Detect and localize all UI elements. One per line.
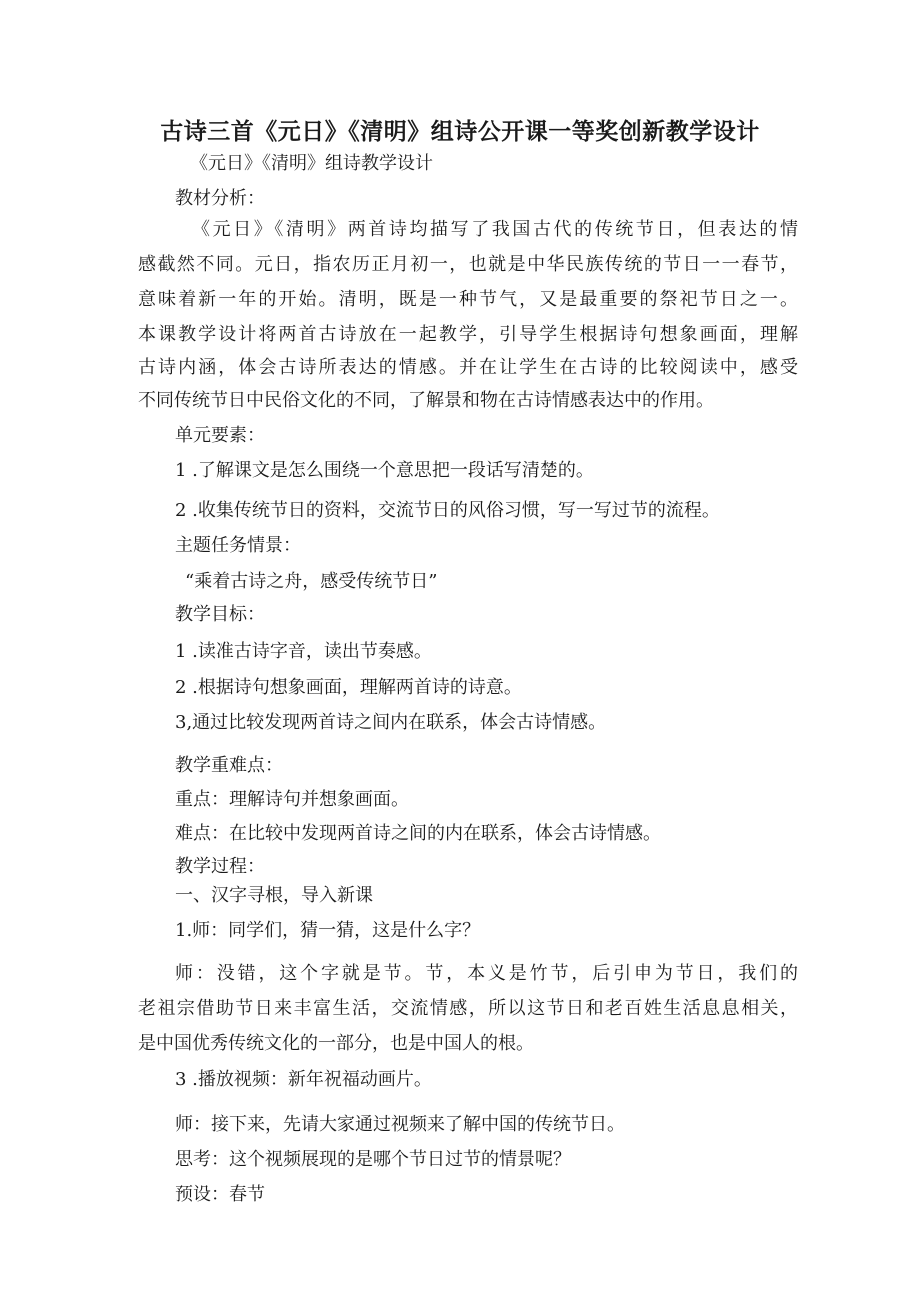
teacher-line: 师：接下来，先请大家通过视频来了解中国的传统节日。	[175, 1114, 625, 1135]
key-heading: 教学重难点：	[175, 755, 283, 776]
key-point: 重点：理解诗句并想象画面。	[175, 789, 409, 810]
goals-heading: 教学目标：	[175, 604, 265, 625]
material-line: 意味着新一年的开始。清明，既是一种节气，又是最重要的祭祀节日之一。	[138, 289, 798, 310]
material-line: 本课教学设计将两首古诗放在一起教学，引导学生根据诗句想象画面，理解	[138, 324, 798, 345]
unit-item: 1 .了解课文是怎么围绕一个意思把一段话写清楚的。	[175, 460, 594, 481]
teacher-line: 是中国优秀传统文化的一部分，也是中国人的根。	[138, 1033, 534, 1054]
unit-heading: 单元要素：	[175, 425, 265, 446]
goal-item: 2 .根据诗句想象画面，理解两首诗的诗意。	[175, 677, 522, 698]
difficult-point: 难点：在比较中发现两首诗之间的内在联系，体会古诗情感。	[175, 823, 661, 844]
teacher-line: 师：没错，这个字就是节。节，本义是竹节，后引申为节日，我们的	[175, 963, 798, 984]
process-heading: 教学过程：	[175, 856, 265, 877]
goal-item: 3,通过比较发现两首诗之间内在联系，体会古诗情感。	[175, 712, 607, 733]
goal-item: 1 .读准古诗字音，读出节奏感。	[175, 641, 432, 662]
material-line: 古诗内涵，体会古诗所表达的情感。并在让学生在古诗的比较阅读中，感受	[138, 357, 798, 378]
material-line: 《元日》《清明》两首诗均描写了我国古代的传统节日，但表达的情	[192, 219, 798, 240]
material-heading: 教材分析：	[175, 188, 265, 209]
document-title: 古诗三首《元日》《清明》组诗公开课一等奖创新教学设计	[160, 119, 760, 145]
subtitle: 《元日》《清明》组诗教学设计	[190, 153, 433, 174]
material-line: 感截然不同。元日，指农历正月初一，也就是中华民族传统的节日一一春节，	[138, 254, 798, 275]
step-item: 3 .播放视频：新年祝福动画片。	[175, 1069, 432, 1090]
section-heading: 一、汉字寻根，导入新课	[175, 885, 373, 906]
material-line: 不同传统节日中民俗文化的不同，了解景和物在古诗情感表达中的作用。	[138, 390, 714, 411]
theme-text: “乘着古诗之舟，感受传统节日”	[185, 571, 438, 592]
preset-line: 预设：春节	[175, 1184, 265, 1205]
think-line: 思考：这个视频展现的是哪个节日过节的情景呢？	[175, 1149, 571, 1170]
unit-item: 2 .收集传统节日的资料，交流节日的风俗习惯，写一写过节的流程。	[175, 500, 720, 521]
theme-heading: 主题任务情景：	[175, 535, 301, 556]
step-item: 1.师：同学们，猜一猜，这是什么字？	[175, 920, 481, 941]
teacher-line: 老祖宗借助节日来丰富生活，交流情感，所以这节日和老百姓生活息息相关，	[138, 998, 798, 1019]
